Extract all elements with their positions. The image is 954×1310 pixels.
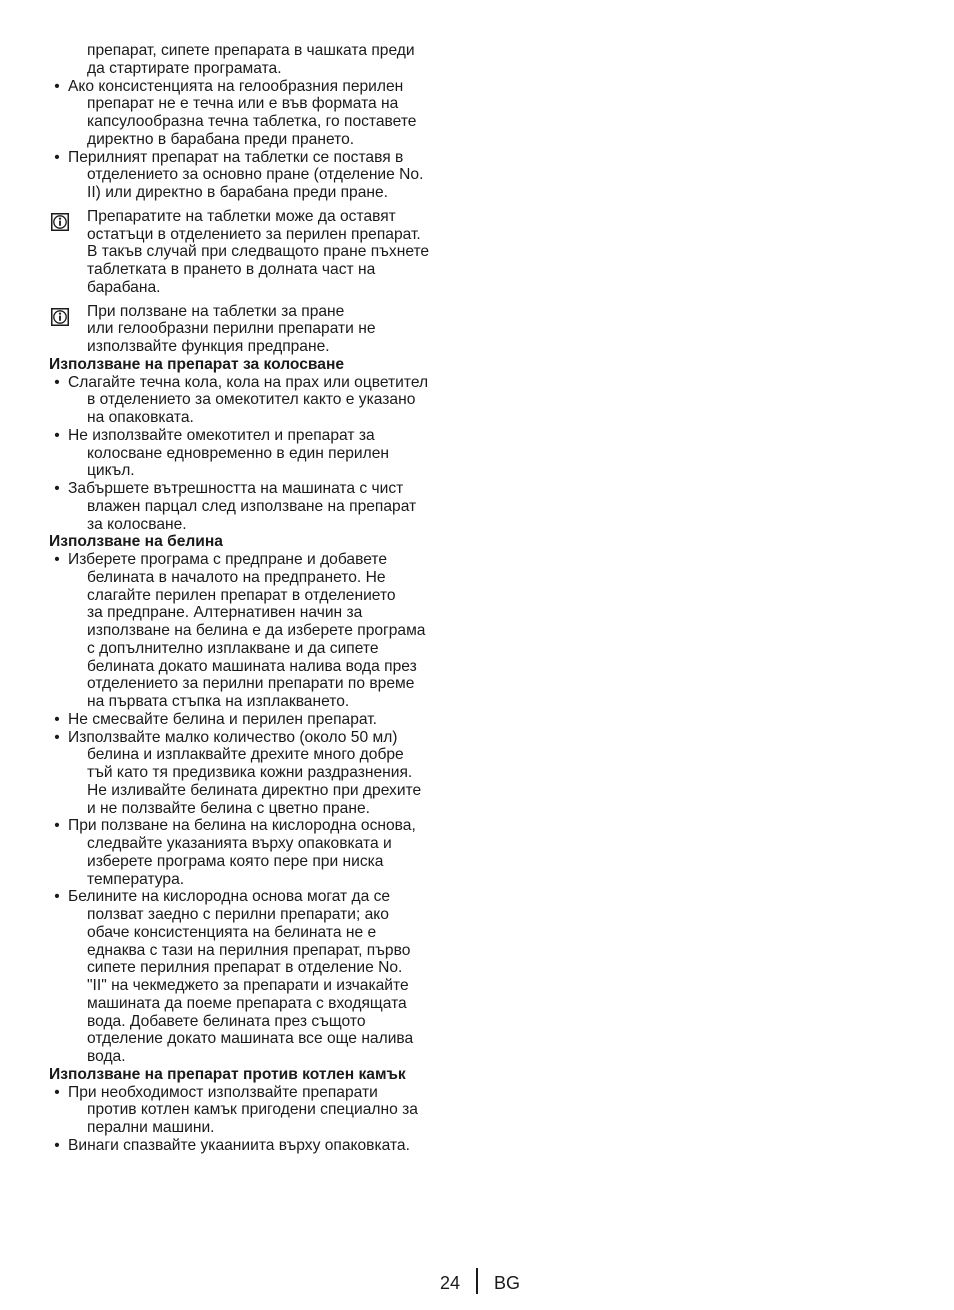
list-item-first-line: При ползване на белина на кислородна основа, bbox=[68, 817, 416, 835]
list-item-first-line: Използвайте малко количество (около 50 мл) bbox=[68, 728, 398, 746]
bullet-dot: • bbox=[54, 373, 60, 391]
text-line: вода. Добавете белината през същото bbox=[87, 1012, 366, 1030]
text-line: При ползване на таблетки за пране bbox=[87, 302, 345, 320]
bullet-dot: • bbox=[54, 551, 60, 568]
bullet-dot: • bbox=[54, 480, 60, 497]
bullet-dot: • bbox=[54, 888, 60, 906]
list-item bbox=[49, 1084, 469, 1137]
text-line: влажен парцал след използване на препарат bbox=[87, 497, 417, 515]
text-line: следвайте указанията върху опаковката и bbox=[87, 835, 392, 852]
text-line: да стартирате програмата. bbox=[87, 59, 282, 77]
text-line: директно в барабана преди прането. bbox=[87, 130, 355, 148]
text-line: използвайте функция предпране. bbox=[87, 338, 330, 355]
text-line: на опаковката. bbox=[87, 409, 194, 426]
text-line: машината да поеме препарата с входящата bbox=[87, 994, 407, 1012]
bullet-dot: • bbox=[54, 710, 60, 728]
text-line: вода. bbox=[87, 1048, 126, 1065]
text-line: в отделението за омекотител както е указано bbox=[87, 391, 416, 409]
info-note bbox=[49, 303, 469, 356]
text-line: колосване едновременно в един перилен bbox=[87, 444, 390, 462]
section-heading: Използване на препарат против котлен камък bbox=[49, 1065, 406, 1083]
bullet-dot: • bbox=[54, 77, 60, 95]
list-item bbox=[49, 480, 469, 533]
list-item bbox=[49, 1137, 469, 1155]
section-heading: Използване на белина bbox=[49, 533, 223, 551]
page-footer bbox=[0, 1268, 954, 1298]
list-item bbox=[49, 817, 469, 888]
section-heading: Използване на препарат за колосване bbox=[49, 355, 345, 373]
text-line: отделението за перилни препарати по време bbox=[87, 675, 415, 693]
list-item bbox=[49, 551, 469, 711]
text-line: температура. bbox=[87, 870, 185, 888]
page-content bbox=[49, 42, 469, 1155]
text-line: капсулообразна течна таблетка, го поставете bbox=[87, 113, 417, 130]
text-line: белина и изплаквайте дрехите много добре bbox=[87, 746, 404, 764]
text-line: барабана. bbox=[87, 278, 161, 296]
list-item bbox=[49, 374, 469, 427]
text-line: В такъв случай при следващото пране пъхнете bbox=[87, 243, 430, 261]
text-line: на първата стъпка на изплакването. bbox=[87, 693, 350, 710]
text-line: II) или директно в барабана преди пране. bbox=[87, 184, 389, 201]
info-icon bbox=[51, 213, 69, 231]
text-line: перални машини. bbox=[87, 1119, 215, 1136]
language-code: BG bbox=[494, 1273, 521, 1293]
list-item bbox=[49, 729, 469, 818]
text-line: и не ползвайте белина с цветно пране. bbox=[87, 799, 370, 817]
bullet-dot: • bbox=[54, 728, 60, 746]
list-item bbox=[49, 427, 469, 480]
list-item-first-line: Перилният препарат на таблетки се поставя в bbox=[68, 148, 404, 166]
list-item bbox=[49, 711, 469, 729]
list-item-first-line: Забършете вътрешността на машината с чист bbox=[68, 480, 404, 497]
text-line: отделение докато машината все още налива bbox=[87, 1030, 414, 1048]
list-item-first-line: Слагайте течна кола, кола на прах или оцветител bbox=[68, 373, 429, 391]
text-line: таблетката в прането в долната част на bbox=[87, 261, 376, 278]
page-number: 24 bbox=[440, 1273, 461, 1293]
text-line: за предпране. Алтернативен начин за bbox=[87, 604, 363, 622]
text-line: тъй като тя предизвика кожни раздразнения. bbox=[87, 764, 413, 781]
bullet-dot: • bbox=[54, 426, 60, 444]
text-line: обаче консистенцията на белината не е bbox=[87, 923, 377, 941]
text-line: Не изливайте белината директно при дрехите bbox=[87, 781, 422, 799]
list-item-first-line: Изберете програма с предпране и добавете bbox=[68, 551, 388, 568]
text-line: използване на белина е да изберете програма bbox=[87, 622, 426, 639]
text-line: препарат не е течна или е във формата на bbox=[87, 95, 399, 113]
text-line: белината докато машината налива вода през bbox=[87, 657, 417, 675]
bullet-dot: • bbox=[54, 1083, 60, 1101]
text-line: ползват заедно с перилни препарати; ако bbox=[87, 906, 389, 923]
text-line: отделението за основно пране (отделение No. bbox=[87, 166, 424, 184]
list-item-first-line: Винаги спазвайте укааниита върху опаковката. bbox=[68, 1136, 410, 1154]
text-line: препарат, сипете препарата в чашката преди bbox=[87, 42, 415, 59]
bullet-dot: • bbox=[54, 1136, 60, 1154]
list-item bbox=[49, 149, 469, 202]
text-line: остатъци в отделението за перилен препарат. bbox=[87, 225, 421, 243]
text-line: с допълнително изплакване и да сипете bbox=[87, 639, 379, 657]
text-line: "II" на чекмеджето за препарати и изчакайте bbox=[87, 977, 409, 994]
footer-divider bbox=[476, 1268, 478, 1294]
list-item-first-line: Белините на кислородна основа могат да се bbox=[68, 888, 391, 906]
text-line: Препаратите на таблетки може да оставят bbox=[87, 207, 396, 225]
list-item-first-line: Не използвайте омекотител и препарат за bbox=[68, 426, 375, 444]
list-item bbox=[49, 78, 469, 149]
info-note bbox=[49, 208, 469, 297]
bullet-dot: • bbox=[54, 817, 60, 835]
bullet-dot: • bbox=[54, 148, 60, 166]
list-item bbox=[49, 888, 469, 1066]
list-item-first-line: При необходимост използвайте препарати bbox=[68, 1083, 378, 1101]
text-line: еднаква с тази на перилния препарат, първо bbox=[87, 941, 411, 959]
list-item-first-line: Не смесвайте белина и перилен препарат. bbox=[68, 710, 377, 728]
intro-paragraph bbox=[49, 42, 469, 78]
text-line: сипете перилния препарат в отделение No. bbox=[87, 959, 403, 977]
text-line: цикъл. bbox=[87, 462, 135, 480]
text-line: изберете програма която пере при ниска bbox=[87, 852, 384, 870]
info-icon bbox=[51, 308, 69, 326]
text-line: слагайте перилен препарат в отделението bbox=[87, 586, 396, 604]
text-line: или гелообразни перилни препарати не bbox=[87, 320, 376, 338]
list-item-first-line: Ако консистенцията на гелообразния перилен bbox=[68, 77, 404, 95]
text-line: за колосване. bbox=[87, 515, 187, 533]
text-line: против котлен камък пригодени специално за bbox=[87, 1101, 418, 1119]
text-line: белината в началото на предпрането. Не bbox=[87, 568, 386, 586]
